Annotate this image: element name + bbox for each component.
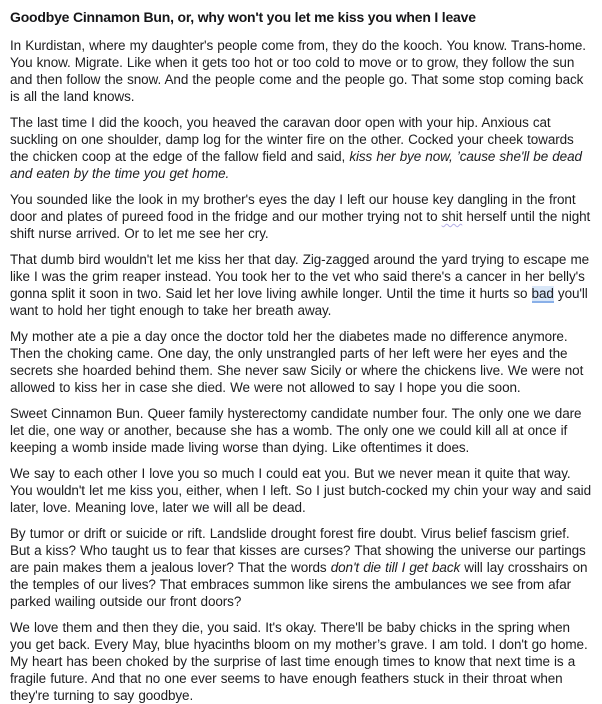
body-text: In Kurdistan, where my daughter's people come from, they do the kooch. You know. Trans-home. You know. Migrate. Like when it gets too hot or too cold to move or to grow, they follow the sun and then follow the snow. And the people come and the people go. That some stop coming back is all the land knows. <box>10 38 586 104</box>
body-text: will lay crosshairs on the temples of our lives? That embraces summon like sirens the ambulances we see from afar parked wailing outside our front doors? <box>10 560 588 609</box>
spellcheck-word[interactable]: shit <box>441 209 463 224</box>
body-text: you'll want to hold her tight enough to take her breath away. <box>10 286 588 318</box>
grammar-flagged-word[interactable]: bad <box>531 286 554 301</box>
body-text: We say to each other I love you so much I could eat you. But we never mean it quite that way. You wouldn't let me kiss you, either, when I left. So I just butch-cocked my chin your way and said later, love. Meaning love, later we will all be dead. <box>10 466 591 515</box>
paragraph <box>10 191 593 242</box>
page-title: Goodbye Cinnamon Bun, or, why won't you let me kiss you when I leave <box>10 9 476 25</box>
body-text: We love them and then they die, you said. It's okay. There'll be baby chicks in the spring when you get back. Every May, blue hyacinths bloom on my mother’s grave. I am told. I don't go home. My heart has been choked by the surprise of last time enough times to know that next time is a fragile future. And that no one ever seems to have enough feathers stuck in their throat when they're turning to say goodbye. <box>10 620 588 703</box>
document-body <box>10 37 593 704</box>
paragraph <box>10 328 593 396</box>
paragraph <box>10 525 593 610</box>
body-text: Sweet Cinnamon Bun. Queer family hysterectomy candidate number four. The only one we dare let die, one way or another, because she has a womb. The only one we could kill all at once if keeping a womb inside made living worse than dying. Like oftentimes it does. <box>10 406 582 455</box>
body-text: herself until the night shift nurse arrived. Or to let me see her cry. <box>10 209 591 241</box>
body-text: By tumor or drift or suicide or rift. Landslide drought forest fire doubt. Virus belief fascism grief. But a kiss? Who taught us to fear that kisses are curses? That showing the universe our partings are pain makes them a jealous lover? That the words <box>10 526 586 575</box>
paragraph <box>10 114 593 182</box>
paragraph <box>10 465 593 516</box>
italic-text: kiss her bye now, ’cause she'll be dead and eaten by the time you get home. <box>10 149 582 181</box>
paragraph <box>10 251 593 319</box>
italic-text: don't die till I get back <box>330 560 461 575</box>
body-text: You sounded like the look in my brother's eyes the day I left our house key dangling in the front door and plates of pureed food in the fridge and our mother trying not to <box>10 192 576 224</box>
body-text: My mother ate a pie a day once the doctor told her the diabetes made no difference anymore. Then the choking came. One day, the only unstrangled parts of her left were her eyes and the secrets she hoarded behind them. She never saw Sicily or where the chickens live. We were not allowed to kiss her in case she died. We were not allowed to say I hope you die soon. <box>10 329 584 395</box>
paragraph <box>10 405 593 456</box>
body-text: The last time I did the kooch, you heaved the caravan door open with your hip. Anxious cat suckling on one shoulder, damp log for the winter fire on the other. Cocked your cheek towards the chicken coop at the edge of the fallow field and said, <box>10 115 574 164</box>
body-text: That dumb bird wouldn't let me kiss her that day. Zig-zagged around the yard trying to escape me like I was the grim reaper instead. You took her to the vet who said there's a cancer in her belly's gonna split it soon in two. Said let her love living awhile longer. Until the time it hurts so <box>10 252 590 301</box>
paragraph <box>10 37 593 105</box>
paragraph <box>10 619 593 704</box>
